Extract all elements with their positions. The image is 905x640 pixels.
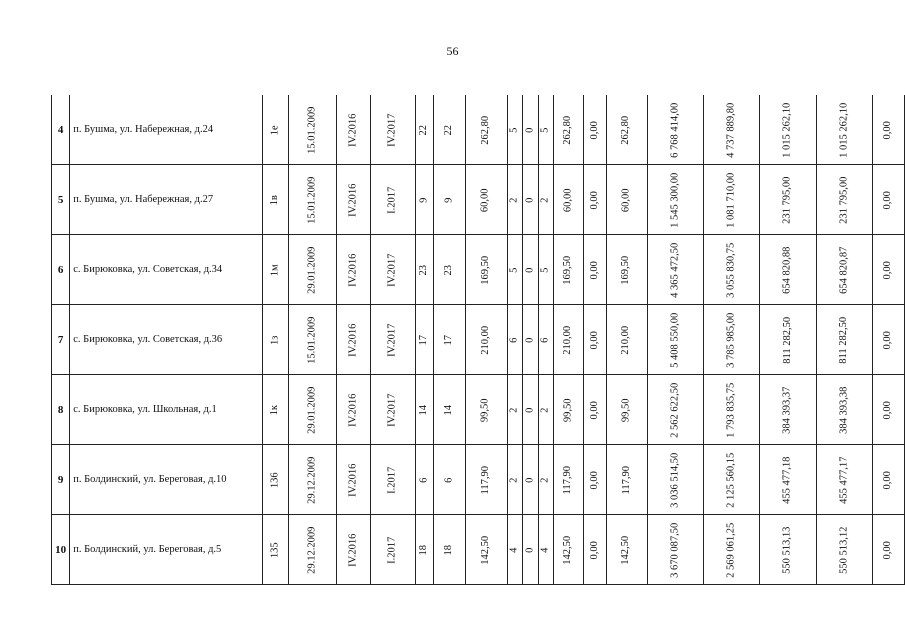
area-municipal-cell (606, 95, 648, 165)
page-number: 56 (446, 44, 459, 58)
cost-fund-cell (704, 445, 760, 515)
cost-fund-cell (704, 235, 760, 305)
registry-date-cell (288, 445, 336, 515)
cost-total-cell (648, 235, 704, 305)
area-total-cell (465, 165, 507, 235)
area-private-cell (583, 165, 606, 235)
area-relocated-value: 60,00 (562, 188, 574, 212)
cost-fund-cell (704, 515, 760, 585)
building-id-cell (263, 515, 288, 585)
area-relocated-cell (553, 305, 583, 375)
cost-region-cell (760, 305, 816, 375)
residents-total-cell (415, 235, 433, 305)
apartments-total-value: 5 (508, 267, 520, 273)
area-total-cell (465, 95, 507, 165)
area-municipal-cell (606, 375, 648, 445)
area-private-value: 0,00 (588, 260, 600, 280)
apartments-private-cell (523, 515, 539, 585)
apartments-municipal-cell (538, 445, 553, 515)
cost-region-value: 231 795,00 (781, 176, 793, 224)
registry-date-value: 15.01.2009 (306, 316, 318, 364)
area-private-value: 0,00 (588, 400, 600, 420)
cost-region-cell (760, 165, 816, 235)
apartments-municipal-value: 4 (539, 547, 551, 553)
cost-region-cell (760, 515, 816, 585)
residents-total-value: 9 (418, 197, 430, 203)
cost-other-value: 0,00 (882, 260, 894, 280)
registry-date-cell (288, 305, 336, 375)
cost-total-value: 5 408 550,00 (669, 312, 681, 368)
apartments-municipal-cell (538, 375, 553, 445)
residents-relocated-cell (434, 445, 465, 515)
area-private-cell (583, 235, 606, 305)
area-total-value: 60,00 (479, 188, 491, 212)
address-cell: п. Бушма, ул. Набережная, д.24 (70, 95, 263, 165)
residents-relocated-value: 17 (443, 334, 455, 346)
end-quarter-cell (371, 95, 416, 165)
cost-other-cell (872, 515, 904, 585)
residents-total-value: 23 (418, 264, 430, 276)
residents-relocated-value: 6 (443, 477, 455, 483)
row-number: 9 (52, 445, 70, 515)
area-total-cell (465, 305, 507, 375)
cost-total-cell (648, 95, 704, 165)
cost-local-cell (816, 95, 872, 165)
area-private-value: 0,00 (588, 470, 600, 490)
apartments-private-value: 0 (524, 407, 536, 413)
apartments-total-cell (507, 235, 523, 305)
area-relocated-cell (553, 165, 583, 235)
apartments-total-cell (507, 95, 523, 165)
area-private-cell (583, 445, 606, 515)
area-relocated-value: 142,50 (562, 535, 574, 565)
cost-local-cell (816, 165, 872, 235)
residents-relocated-cell (434, 165, 465, 235)
area-municipal-cell (606, 305, 648, 375)
apartments-private-value: 0 (524, 477, 536, 483)
cost-fund-value: 2 125 560,15 (725, 452, 737, 508)
area-municipal-value: 169,50 (620, 255, 632, 285)
apartments-private-cell (523, 445, 539, 515)
registry-date-cell (288, 95, 336, 165)
area-municipal-value: 99,50 (620, 398, 632, 422)
residents-relocated-cell (434, 515, 465, 585)
row-number: 7 (52, 305, 70, 375)
apartments-total-value: 2 (508, 407, 520, 413)
apartments-municipal-cell (538, 235, 553, 305)
address-cell: с. Бирюковка, ул. Советская, д.36 (70, 305, 263, 375)
cost-local-value: 455 477,17 (837, 456, 849, 504)
cost-local-cell (816, 305, 872, 375)
start-quarter-cell (336, 165, 370, 235)
area-municipal-value: 117,90 (620, 465, 632, 495)
area-relocated-cell (553, 375, 583, 445)
end-quarter-value: IV.2017 (386, 393, 398, 427)
end-quarter-cell (371, 445, 416, 515)
apartments-municipal-value: 6 (539, 337, 551, 343)
start-quarter-value: IV.2016 (347, 253, 359, 287)
cost-fund-cell (704, 305, 760, 375)
apartments-total-cell (507, 305, 523, 375)
area-total-cell (465, 445, 507, 515)
building-id-value: 1в (269, 194, 281, 206)
table-row (52, 375, 905, 445)
start-quarter-cell (336, 305, 370, 375)
cost-total-value: 3 036 514,50 (669, 452, 681, 508)
residents-relocated-value: 14 (443, 404, 455, 416)
cost-other-value: 0,00 (882, 330, 894, 350)
area-private-value: 0,00 (588, 120, 600, 140)
apartments-total-value: 6 (508, 337, 520, 343)
area-private-cell (583, 95, 606, 165)
cost-fund-value: 4 737 889,80 (725, 102, 737, 158)
apartments-private-value: 0 (524, 127, 536, 133)
end-quarter-value: I.2017 (386, 536, 398, 564)
start-quarter-cell (336, 375, 370, 445)
area-total-cell (465, 515, 507, 585)
cost-local-cell (816, 375, 872, 445)
area-total-value: 99,50 (479, 398, 491, 422)
residents-total-cell (415, 305, 433, 375)
cost-total-cell (648, 445, 704, 515)
cost-region-value: 1 015 262,10 (781, 102, 793, 158)
cost-fund-cell (704, 95, 760, 165)
registry-date-value: 29.01.2009 (306, 246, 318, 294)
cost-total-cell (648, 515, 704, 585)
apartments-total-cell (507, 515, 523, 585)
cost-fund-value: 1 081 710,00 (725, 172, 737, 228)
end-quarter-value: IV.2017 (386, 113, 398, 147)
apartments-total-value: 5 (508, 127, 520, 133)
apartments-private-cell (523, 375, 539, 445)
row-number: 5 (52, 165, 70, 235)
table-row (52, 305, 905, 375)
apartments-private-value: 0 (524, 337, 536, 343)
area-municipal-cell (606, 445, 648, 515)
residents-total-value: 6 (418, 477, 430, 483)
cost-local-cell (816, 515, 872, 585)
building-id-cell (263, 95, 288, 165)
cost-local-value: 1 015 262,10 (837, 102, 849, 158)
cost-fund-value: 3 785 985,00 (725, 312, 737, 368)
apartments-total-cell (507, 375, 523, 445)
cost-other-value: 0,00 (882, 400, 894, 420)
cost-fund-cell (704, 165, 760, 235)
registry-date-value: 29.12.2009 (306, 526, 318, 574)
start-quarter-cell (336, 235, 370, 305)
start-quarter-value: IV.2016 (347, 323, 359, 357)
area-total-cell (465, 235, 507, 305)
building-id-value: 1з (269, 335, 281, 345)
table-row (52, 165, 905, 235)
end-quarter-value: I.2017 (386, 466, 398, 494)
apartments-private-cell (523, 95, 539, 165)
cost-total-cell (648, 165, 704, 235)
cost-total-value: 3 670 087,50 (669, 522, 681, 578)
residents-total-cell (415, 165, 433, 235)
apartments-municipal-cell (538, 515, 553, 585)
area-private-value: 0,00 (588, 190, 600, 210)
cost-local-value: 811 282,50 (837, 316, 849, 364)
apartments-private-cell (523, 235, 539, 305)
cost-region-cell (760, 445, 816, 515)
cost-other-cell (872, 235, 904, 305)
area-relocated-value: 169,50 (562, 255, 574, 285)
area-municipal-cell (606, 165, 648, 235)
residents-relocated-value: 9 (443, 197, 455, 203)
residents-total-cell (415, 95, 433, 165)
area-private-value: 0,00 (588, 540, 600, 560)
residents-relocated-cell (434, 375, 465, 445)
apartments-municipal-value: 2 (539, 477, 551, 483)
residents-total-cell (415, 515, 433, 585)
registry-date-value: 29.12.2009 (306, 456, 318, 504)
area-total-value: 210,00 (479, 325, 491, 355)
registry-date-cell (288, 165, 336, 235)
building-id-cell (263, 235, 288, 305)
cost-other-value: 0,00 (882, 190, 894, 210)
cost-other-value: 0,00 (882, 120, 894, 140)
cost-other-value: 0,00 (882, 540, 894, 560)
cost-other-cell (872, 95, 904, 165)
address-cell: п. Бушма, ул. Набережная, д.27 (70, 165, 263, 235)
area-municipal-value: 142,50 (620, 535, 632, 565)
end-quarter-cell (371, 375, 416, 445)
building-id-cell (263, 305, 288, 375)
apartments-municipal-cell (538, 305, 553, 375)
registry-date-value: 15.01.2009 (306, 176, 318, 224)
residents-total-cell (415, 375, 433, 445)
area-private-cell (583, 305, 606, 375)
apartments-total-value: 4 (508, 547, 520, 553)
row-number: 10 (52, 515, 70, 585)
address-cell: п. Болдинский, ул. Береговая, д.10 (70, 445, 263, 515)
registry-date-cell (288, 235, 336, 305)
apartments-private-value: 0 (524, 267, 536, 273)
residents-total-value: 14 (418, 404, 430, 416)
start-quarter-value: IV.2016 (347, 113, 359, 147)
residents-relocated-cell (434, 235, 465, 305)
row-number: 4 (52, 95, 70, 165)
area-relocated-cell (553, 95, 583, 165)
area-municipal-cell (606, 235, 648, 305)
cost-fund-value: 3 055 830,75 (725, 242, 737, 298)
end-quarter-value: IV.2017 (386, 253, 398, 287)
cost-region-value: 455 477,18 (781, 456, 793, 504)
area-relocated-cell (553, 235, 583, 305)
address-cell: с. Бирюковка, ул. Школьная, д.1 (70, 375, 263, 445)
registry-date-cell (288, 515, 336, 585)
area-total-value: 262,80 (479, 115, 491, 145)
cost-local-cell (816, 235, 872, 305)
area-relocated-cell (553, 445, 583, 515)
address-cell: п. Болдинский, ул. Береговая, д.5 (70, 515, 263, 585)
apartments-municipal-value: 5 (539, 267, 551, 273)
cost-fund-cell (704, 375, 760, 445)
cost-region-cell (760, 95, 816, 165)
cost-total-cell (648, 305, 704, 375)
registry-date-cell (288, 375, 336, 445)
area-total-value: 117,90 (479, 465, 491, 495)
area-relocated-value: 99,50 (562, 398, 574, 422)
area-relocated-cell (553, 515, 583, 585)
apartments-private-value: 0 (524, 547, 536, 553)
row-number: 6 (52, 235, 70, 305)
residents-relocated-value: 18 (443, 544, 455, 556)
building-id-cell (263, 165, 288, 235)
apartments-municipal-cell (538, 165, 553, 235)
apartments-total-cell (507, 165, 523, 235)
building-id-value: 1к (269, 404, 281, 416)
apartments-private-cell (523, 305, 539, 375)
area-municipal-value: 210,00 (620, 325, 632, 355)
start-quarter-value: IV.2016 (347, 393, 359, 427)
apartments-total-value: 2 (508, 197, 520, 203)
area-total-cell (465, 375, 507, 445)
area-municipal-value: 262,80 (620, 115, 632, 145)
area-private-cell (583, 375, 606, 445)
building-id-value: 135 (269, 542, 281, 558)
building-id-value: 1м (269, 264, 281, 276)
building-id-cell (263, 445, 288, 515)
area-municipal-value: 60,00 (620, 188, 632, 212)
address-cell: с. Бирюковка, ул. Советская, д.34 (70, 235, 263, 305)
start-quarter-value: IV.2016 (347, 463, 359, 497)
apartments-municipal-value: 5 (539, 127, 551, 133)
area-relocated-value: 117,90 (562, 465, 574, 495)
apartments-municipal-value: 2 (539, 197, 551, 203)
cost-other-cell (872, 165, 904, 235)
row-number: 8 (52, 375, 70, 445)
cost-other-cell (872, 375, 904, 445)
cost-local-value: 550 513,12 (837, 526, 849, 574)
residents-relocated-value: 23 (443, 264, 455, 276)
area-municipal-cell (606, 515, 648, 585)
end-quarter-cell (371, 305, 416, 375)
cost-region-value: 384 393,37 (781, 386, 793, 434)
housing-table (51, 95, 905, 585)
residents-total-value: 17 (418, 334, 430, 346)
area-total-value: 169,50 (479, 255, 491, 285)
cost-local-cell (816, 445, 872, 515)
cost-total-value: 2 562 622,50 (669, 382, 681, 438)
table-row (52, 445, 905, 515)
cost-fund-value: 2 569 061,25 (725, 522, 737, 578)
residents-total-cell (415, 445, 433, 515)
cost-region-value: 811 282,50 (781, 316, 793, 364)
registry-date-value: 29.01.2009 (306, 386, 318, 434)
building-id-cell (263, 375, 288, 445)
apartments-municipal-value: 2 (539, 407, 551, 413)
apartments-private-cell (523, 165, 539, 235)
end-quarter-cell (371, 515, 416, 585)
cost-region-cell (760, 375, 816, 445)
table-row (52, 515, 905, 585)
apartments-total-value: 2 (508, 477, 520, 483)
cost-total-value: 4 365 472,50 (669, 242, 681, 298)
table-row (52, 235, 905, 305)
table-row (52, 95, 905, 165)
start-quarter-cell (336, 95, 370, 165)
start-quarter-cell (336, 445, 370, 515)
building-id-value: 136 (269, 472, 281, 488)
registry-date-value: 15.01.2009 (306, 106, 318, 154)
cost-total-value: 6 768 414,00 (669, 102, 681, 158)
start-quarter-value: IV.2016 (347, 533, 359, 567)
cost-other-cell (872, 305, 904, 375)
area-relocated-value: 262,80 (562, 115, 574, 145)
end-quarter-value: I.2017 (386, 186, 398, 214)
end-quarter-cell (371, 235, 416, 305)
start-quarter-cell (336, 515, 370, 585)
building-id-value: 1е (269, 125, 281, 135)
residents-total-value: 18 (418, 544, 430, 556)
cost-total-value: 1 545 300,00 (669, 172, 681, 228)
residents-relocated-cell (434, 305, 465, 375)
cost-total-cell (648, 375, 704, 445)
cost-region-cell (760, 235, 816, 305)
end-quarter-cell (371, 165, 416, 235)
residents-relocated-value: 22 (443, 124, 455, 136)
cost-fund-value: 1 793 835,75 (725, 382, 737, 438)
area-private-cell (583, 515, 606, 585)
cost-local-value: 654 820,87 (837, 246, 849, 294)
cost-region-value: 654 820,88 (781, 246, 793, 294)
cost-region-value: 550 513,13 (781, 526, 793, 574)
area-relocated-value: 210,00 (562, 325, 574, 355)
area-total-value: 142,50 (479, 535, 491, 565)
apartments-private-value: 0 (524, 197, 536, 203)
cost-local-value: 384 393,38 (837, 386, 849, 434)
apartments-total-cell (507, 445, 523, 515)
start-quarter-value: IV.2016 (347, 183, 359, 217)
cost-other-value: 0,00 (882, 470, 894, 490)
cost-other-cell (872, 445, 904, 515)
residents-relocated-cell (434, 95, 465, 165)
apartments-municipal-cell (538, 95, 553, 165)
residents-total-value: 22 (418, 124, 430, 136)
cost-local-value: 231 795,00 (837, 176, 849, 224)
area-private-value: 0,00 (588, 330, 600, 350)
end-quarter-value: IV.2017 (386, 323, 398, 357)
